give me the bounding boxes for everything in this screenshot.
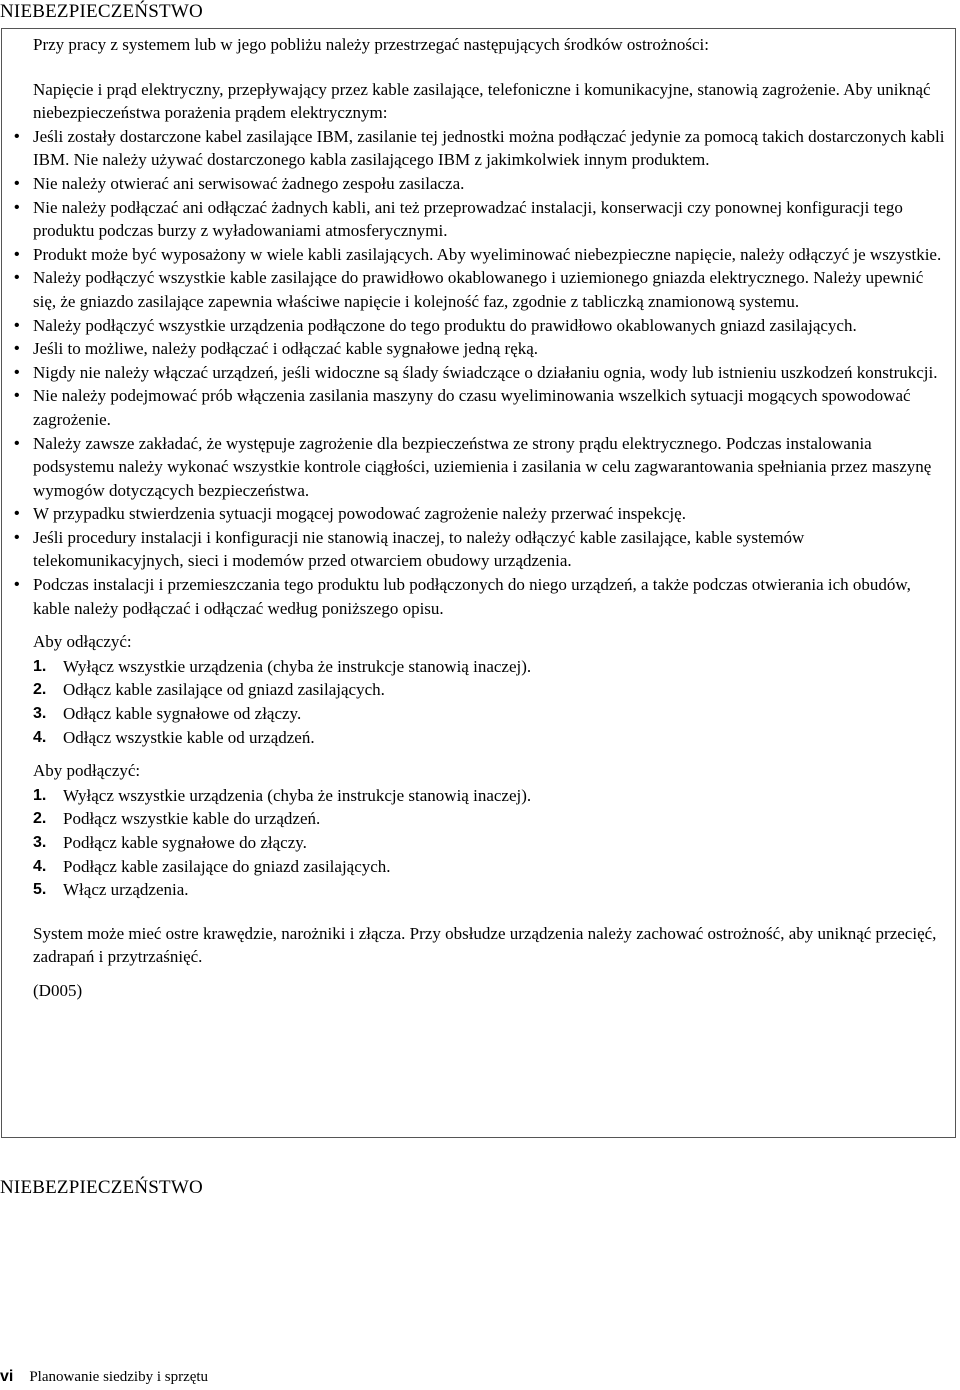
list-item: • Jeśli procedury instalacji i konfiguracji nie stanowią inaczej, to należy odłączyć kable zasilające, kable systemów telekomunikacyjnych, sieci i modemów przed otwarciem obudowy urządzenia. bbox=[14, 527, 805, 571]
list-item: • Należy podłączyć wszystkie kable zasilające do prawidłowo okablowanego i uziemionego gniazda elektrycznego. Należy upewnić się, że gniazdo zasilające zapewnia właściwe napięcie i kolejność faz, zgodnie z tabliczką znamionową systemu. bbox=[14, 268, 924, 311]
step-item: 4. Podłącz kable zasilające do gniazd zasilających. bbox=[33, 856, 391, 876]
list-item: • Nigdy nie należy włączać urządzeń, jeśli widoczne są ślady świadczące o działaniu ognia, wody lub istnieniu uszkodzeń konstrukcji. bbox=[33, 361, 948, 385]
bullet-icon: • bbox=[14, 340, 20, 358]
intro-text: Przy pracy z systemem lub w jego pobliżu należy przestrzegać następujących środków ostrożności: bbox=[33, 35, 709, 54]
list-item: • Produkt może być wyposażony w wiele kabli zasilających. Aby wyeliminować niebezpieczne napięcie, należy odłączyć je wszystkie. bbox=[33, 243, 948, 267]
page-number: vi bbox=[0, 1368, 14, 1385]
bullet-icon: • bbox=[14, 269, 20, 287]
step-item: 1. Wyłącz wszystkie urządzenia (chyba że instrukcje stanowią inaczej). bbox=[33, 785, 532, 805]
step-item: 3. Odłącz kable sygnałowe od złączy. bbox=[33, 704, 302, 724]
bullet-icon: • bbox=[14, 198, 20, 216]
step-item: 2. Podłącz wszystkie kable do urządzeń. bbox=[33, 809, 321, 829]
bullet-icon: • bbox=[14, 434, 20, 452]
page-footer bbox=[0, 1366, 208, 1388]
notice-code: (D005) bbox=[33, 980, 83, 1000]
list-item: • Należy podłączyć wszystkie urządzenia podłączone do tego produktu do prawidłowo okablowanych gniazd zasilających. bbox=[33, 314, 948, 338]
disconnect-procedure bbox=[33, 620, 948, 749]
connect-procedure bbox=[33, 749, 948, 902]
bullet-icon: • bbox=[14, 387, 20, 405]
bullet-icon: • bbox=[14, 174, 20, 192]
step-item: 5. Włącz urządzenia. bbox=[33, 880, 189, 900]
closing-text: System może mieć ostre krawędzie, narożniki i złącza. Przy obsłudze urządzenia należy zachować ostrożność, aby uniknąć przecięć, zadrapań i przytrzaśnięć. bbox=[33, 923, 937, 967]
bullet-icon: • bbox=[14, 505, 20, 523]
bullet-icon: • bbox=[14, 127, 20, 145]
list-item: • Podczas instalacji i przemieszczania tego produktu lub podłączonych do niego urządzeń, a także podczas otwierania ich obudów, kable należy podłączać i odłączać według poniższego opisu. bbox=[14, 575, 911, 618]
warning-text: Napięcie i prąd elektryczny, przepływający przez kable zasilające, telefoniczne i komunikacyjne, stanowią zagrożenie. Aby uniknąć niebezpieczeństwa porażenia prądem elektrycznym: bbox=[33, 79, 931, 123]
step-item: 4. Odłącz wszystkie kable od urządzeń. bbox=[33, 727, 315, 747]
list-item: • Jeśli zostały dostarczone kabel zasilające IBM, zasilanie tej jednostki można podłączać jedynie za pomocą takich dostarczonych kabli IBM. Nie należy używać dostarczonego kabla zasilającego IBM z jakimkolwiek innym produktem. bbox=[14, 126, 945, 170]
list-item: • Jeśli to możliwe, należy podłączać i odłączać kable sygnałowe jedną ręką. bbox=[33, 337, 948, 361]
danger-notice-content bbox=[14, 33, 948, 1003]
step-item: 3. Podłącz kable sygnałowe do złączy. bbox=[33, 833, 307, 852]
section-heading-danger-2: NIEBEZPIECZEŃSTWO bbox=[0, 1177, 203, 1198]
section-heading-danger: NIEBEZPIECZEŃSTWO bbox=[0, 1, 203, 22]
bullet-icon: • bbox=[14, 245, 20, 263]
bullet-icon: • bbox=[14, 316, 20, 334]
list-item: • Nie należy otwierać ani serwisować żadnego zespołu zasilacza. bbox=[33, 172, 948, 196]
disconnect-title: Aby odłączyć: bbox=[33, 632, 132, 652]
connect-steps bbox=[33, 784, 948, 902]
bullet-icon: • bbox=[14, 528, 20, 546]
step-item: 1. Wyłącz wszystkie urządzenia (chyba że instrukcje stanowią inaczej). bbox=[33, 656, 532, 676]
connect-title: Aby podłączyć: bbox=[33, 761, 141, 781]
bullet-icon: • bbox=[14, 363, 20, 381]
step-item: 2. Odłącz kable zasilające od gniazd zasilających. bbox=[33, 680, 385, 700]
list-item: • Należy zawsze zakładać, że występuje zagrożenie dla bezpieczeństwa ze strony prądu elektrycznego. Podczas instalowania podsystemu należy wykonać wszystkie kontrole ciągłości, uziemienia i zasilania w celu zagwarantowania spełniania przez maszynę wymogów dotyczących bezpieczeństwa. bbox=[14, 433, 932, 500]
footer-title: Planowanie siedziby i sprzętu bbox=[29, 1369, 209, 1385]
bullet-icon: • bbox=[14, 576, 20, 594]
list-item: • Nie należy podłączać ani odłączać żadnych kabli, ani też przeprowadzać instalacji, konserwacji czy ponownej konfiguracji tego produktu podczas burzy z wyładowaniami atmosferycznymi. bbox=[14, 197, 903, 241]
list-item: • Nie należy podejmować prób włączenia zasilania maszyny do czasu wyeliminowania wszelkich sytuacji mogących spowodować zagrożenie. bbox=[14, 386, 911, 429]
safety-bullet-list bbox=[14, 125, 948, 620]
list-item: • W przypadku stwierdzenia sytuacji mogącej powodować zagrożenie należy przerwać inspekcję. bbox=[33, 502, 948, 526]
disconnect-steps bbox=[33, 655, 948, 749]
